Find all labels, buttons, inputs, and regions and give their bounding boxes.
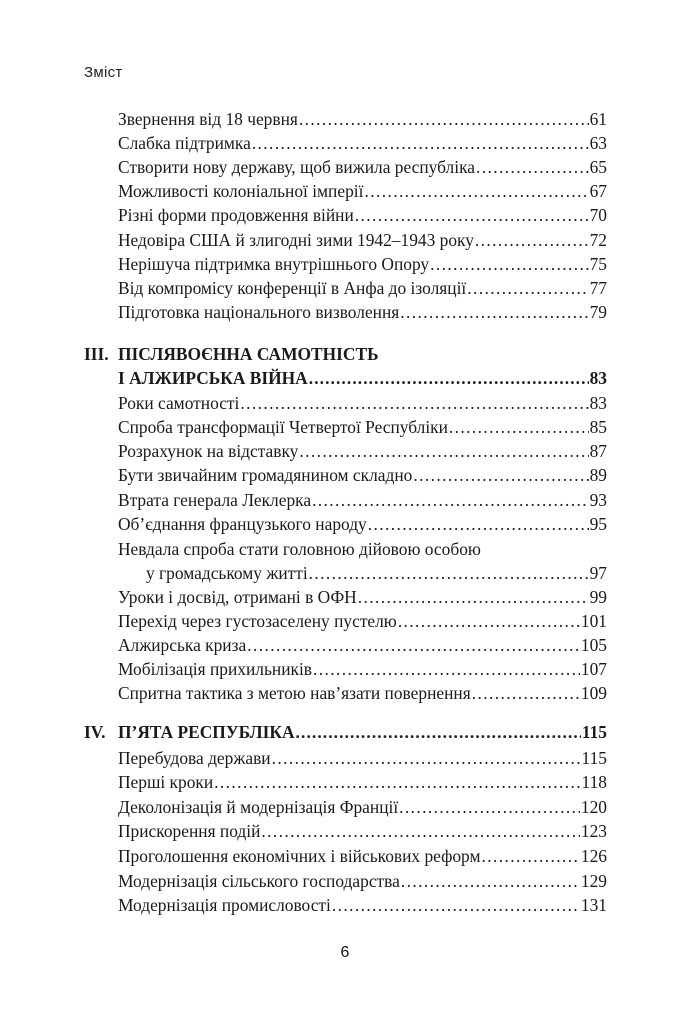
- toc-entry-title: Деколонізація й модернізація Франції: [118, 797, 399, 817]
- toc-entry-title: Проголошення економічних і військових реформ: [118, 846, 481, 866]
- toc-entry-page: 97: [589, 563, 607, 583]
- leader-dots: [240, 391, 588, 415]
- toc-entry[interactable]: [118, 228, 607, 252]
- leader-dots: [261, 819, 580, 843]
- toc-entry[interactable]: [118, 770, 607, 794]
- leader-dots: [476, 155, 589, 179]
- leader-dots: [398, 609, 580, 633]
- toc-entry-page: 79: [589, 302, 607, 322]
- toc-entry[interactable]: [118, 893, 607, 917]
- leader-dots: [364, 179, 588, 203]
- toc-entry-title: Спроба трансформації Четвертої Республіки: [118, 417, 448, 437]
- toc-entry-page: 85: [589, 417, 607, 437]
- toc-entry[interactable]: [118, 391, 607, 415]
- toc-entry-title-line1[interactable]: Невдала спроба стати головною дійовою особою: [118, 539, 481, 559]
- toc-entry[interactable]: [118, 155, 607, 179]
- leader-dots: [467, 276, 588, 300]
- toc-entry-page: 63: [589, 133, 607, 153]
- toc-entry-title: Звернення від 18 червня: [118, 109, 298, 129]
- toc-entry-page: 99: [589, 587, 607, 607]
- toc-entry-title: Мобілізація прихильників: [118, 659, 313, 679]
- part-title-line2: І АЛЖИРСЬКА ВІЙНА: [118, 368, 308, 388]
- toc-entry-title: Підготовка національного визволення: [118, 302, 400, 322]
- toc-entry[interactable]: [118, 819, 607, 843]
- leader-dots: [472, 681, 580, 705]
- toc-entry-title: Від компромісу конференції в Анфа до ізоляції: [118, 278, 467, 298]
- toc-entry[interactable]: [118, 179, 607, 203]
- toc-entry-title: Перші кроки: [118, 772, 214, 792]
- toc-entry[interactable]: [118, 869, 607, 893]
- leader-dots: [475, 228, 589, 252]
- toc-entry-page: 93: [589, 490, 607, 510]
- part-title: П’ЯТА РЕСПУБЛІКА: [118, 722, 295, 742]
- leader-dots: [358, 585, 589, 609]
- toc-entry[interactable]: [118, 107, 607, 131]
- toc-entry-page: 120: [580, 797, 607, 817]
- toc-entry-title: Бути звичайним громадянином складно: [118, 465, 413, 485]
- toc-entry-page: 131: [580, 895, 607, 915]
- part-heading[interactable]: [118, 720, 607, 744]
- toc-entry-title: Алжирська криза: [118, 635, 247, 655]
- leader-dots: [313, 657, 580, 681]
- leader-dots: [400, 300, 588, 324]
- toc-entry-page: 115: [581, 748, 607, 768]
- toc-entry-page: 95: [589, 514, 607, 534]
- toc-entry-page: 126: [580, 846, 607, 866]
- toc-entry-title: Об’єднання французького народу: [118, 514, 367, 534]
- toc-entry[interactable]: [118, 795, 607, 819]
- toc-entry-title: Перехід через густозаселену пустелю: [118, 611, 397, 631]
- toc-entry[interactable]: [118, 512, 607, 536]
- leader-dots: [272, 746, 581, 770]
- toc-entry-title: Роки самотності: [118, 393, 240, 413]
- leader-dots: [413, 463, 588, 487]
- leader-dots: [481, 844, 579, 868]
- toc-entry-page: 101: [580, 611, 607, 631]
- toc-entry[interactable]: [118, 276, 607, 300]
- toc-entry[interactable]: [118, 300, 607, 324]
- leader-dots: [309, 561, 589, 585]
- toc-entry[interactable]: [118, 415, 607, 439]
- leader-dots: [312, 488, 589, 512]
- part-numeral: III.: [84, 344, 109, 364]
- toc-entry-page: 70: [589, 205, 607, 225]
- toc-entry-page: 89: [589, 465, 607, 485]
- toc-entry-page: 107: [580, 659, 607, 679]
- toc-entry[interactable]: [118, 746, 607, 770]
- toc-entry-title: Модернізація промисловості: [118, 895, 331, 915]
- leader-dots: [401, 869, 580, 893]
- toc-entry-title: Уроки і досвід, отримані в ОФН: [118, 587, 357, 607]
- leader-dots: [332, 893, 580, 917]
- toc-entry-title: Створити нову державу, щоб вижила республіка: [118, 157, 475, 177]
- toc-entry[interactable]: [118, 585, 607, 609]
- toc-entry-page: 72: [589, 230, 607, 250]
- toc-entry[interactable]: [118, 439, 607, 463]
- toc-entry[interactable]: [118, 131, 607, 155]
- leader-dots: [299, 439, 588, 463]
- toc-entry[interactable]: [118, 252, 607, 276]
- leader-dots: [399, 795, 580, 819]
- part-numeral: IV.: [84, 722, 106, 742]
- toc-entry[interactable]: [118, 681, 607, 705]
- leader-dots: [296, 720, 581, 744]
- toc-entry-title: Слабка підтримка: [118, 133, 251, 153]
- part-page: 83: [589, 368, 607, 388]
- toc-entry-page: 109: [580, 683, 607, 703]
- toc-entry-page: 75: [589, 254, 607, 274]
- toc-entry[interactable]: [146, 561, 607, 585]
- toc-entry[interactable]: [118, 203, 607, 227]
- toc-entry-title: Спритна тактика з метою нав’язати повернення: [118, 683, 471, 703]
- toc-entry-page: 105: [580, 635, 607, 655]
- toc-entry-page: 129: [580, 871, 607, 891]
- toc-entry-page: 77: [589, 278, 607, 298]
- toc-entry-title: Втрата генерала Леклерка: [118, 490, 312, 510]
- leader-dots: [299, 107, 589, 131]
- leader-dots: [430, 252, 589, 276]
- toc-entry[interactable]: [118, 609, 607, 633]
- toc-entry-title: Різні форми продовження війни: [118, 205, 354, 225]
- leader-dots: [368, 512, 589, 536]
- leader-dots: [449, 415, 589, 439]
- part-title-line1[interactable]: ПІСЛЯВОЄННА САМОТНІСТЬ: [118, 344, 379, 364]
- toc-entry-page: 123: [580, 821, 607, 841]
- toc-entry-title: Прискорення подій: [118, 821, 261, 841]
- part-heading[interactable]: [118, 366, 607, 390]
- page-number: 6: [340, 944, 350, 961]
- running-head: Зміст: [84, 64, 123, 81]
- toc-entry-page: 83: [589, 393, 607, 413]
- toc-entry-title: Перебудова держави: [118, 748, 271, 768]
- toc-entry[interactable]: [118, 844, 607, 868]
- toc-entry[interactable]: [118, 463, 607, 487]
- toc-entry-title: Можливості колоніальної імперії: [118, 181, 364, 201]
- leader-dots: [309, 366, 589, 390]
- toc-entry-title-line2: у громадському житті: [146, 563, 308, 583]
- toc-entry-page: 87: [589, 441, 607, 461]
- toc-entry-page: 118: [581, 772, 607, 792]
- part-page: 115: [581, 722, 607, 742]
- toc-entry-page: 67: [589, 181, 607, 201]
- toc-entry[interactable]: [118, 488, 607, 512]
- leader-dots: [252, 131, 589, 155]
- toc-entry-title: Нерішуча підтримка внутрішнього Опору: [118, 254, 430, 274]
- toc-entry-title: Розрахунок на відставку: [118, 441, 299, 461]
- toc-entry[interactable]: [118, 633, 607, 657]
- toc-entry-page: 65: [589, 157, 607, 177]
- leader-dots: [214, 770, 580, 794]
- toc-entry-page: 61: [589, 109, 607, 129]
- toc-entry-title: Модернізація сільського господарства: [118, 871, 400, 891]
- leader-dots: [247, 633, 580, 657]
- toc-entry-title: Недовіра США й злигодні зими 1942–1943 року: [118, 230, 474, 250]
- leader-dots: [355, 203, 589, 227]
- toc-entry[interactable]: [118, 657, 607, 681]
